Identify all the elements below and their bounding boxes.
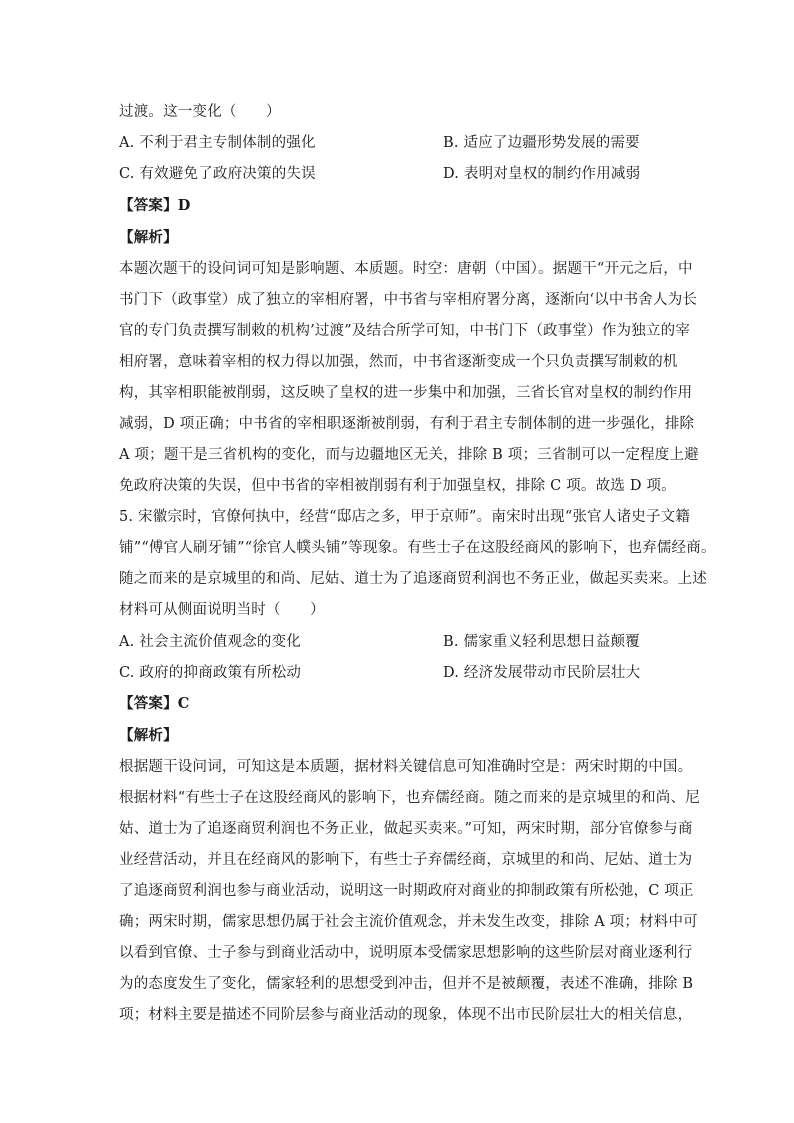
q5-analysis-line: 了追逐商贸利润也参与商业活动，说明这一时期政府对商业的抑制政策有所松弛，C 项正 [119, 883, 694, 899]
q5-stem-line: 铺”“傅官人刷牙铺”“徐官人幞头铺”等现象。有些士子在这股经商风的影响下，也弃儒经商。 [119, 540, 716, 556]
q4-analysis-line: 官的专门负责撰写制敕的机构’过渡”及结合所学可知，中书门下（政事堂）作为独立的宰 [119, 323, 691, 339]
q5-answer: 【答案】C [119, 695, 190, 712]
q4-stem-tail: 过渡。这一变化（ ） [119, 104, 281, 120]
q5-analysis-line: 确；两宋时期，儒家思想仍属于社会主流价值观念，并未发生改变，排除 A 项；材料中可 [119, 914, 698, 930]
q5-option-c: C. 政府的抑商政策有所松动 [119, 665, 302, 681]
q4-analysis-line: 相府署，意味着宰相的权力得以加强，然而，中书省逐渐变成一个只负责撰写制敕的机 [119, 354, 678, 370]
q5-analysis-line: 根据题干设问词，可知这是本质题，据材料关键信息可知准确时空是：两宋时期的中国。 [119, 759, 693, 775]
q5-option-d: D. 经济发展带动市民阶层壮大 [443, 665, 641, 681]
q5-analysis-line: 业经营活动，并且在经商风的影响下，有些士子弃儒经商，京城里的和尚、尼姑、道士为 [119, 852, 693, 868]
q4-answer: 【答案】D [119, 197, 191, 214]
q4-option-a: A. 不利于君主专制体制的强化 [119, 135, 316, 151]
q4-option-d: D. 表明对皇权的制约作用减弱 [443, 166, 641, 182]
q5-analysis-line: 姑、道士为了追逐商贸利润也不务正业，做起买卖来。”可知，两宋时期，部分官僚参与商 [119, 821, 693, 837]
q5-analysis-line: 根据材料“有些士子在这股经商风的影响下，也弃儒经商。随之而来的是京城里的和尚、尼 [119, 790, 700, 806]
q4-option-c: C. 有效避免了政府决策的失误 [119, 166, 316, 182]
q4-analysis-label: 【解析】 [119, 229, 178, 246]
q4-analysis-line: 构，其宰相职能被削弱，这反映了皇权的进一步集中和加强，三省长官对皇权的制约作用 [119, 385, 693, 401]
q5-analysis-line: 为的态度发生了变化，儒家轻利的思想受到冲击，但并不是被颠覆，表述不准确，排除 B [119, 976, 694, 992]
q4-analysis-line: A 项；题干是三省机构的变化，而与边疆地区无关，排除 B 项；三省制可以一定程度上避 [119, 447, 699, 463]
q4-analysis-line: 书门下（政事堂）成了独立的宰相府署，中书省与宰相府署分离，逐渐向‘以中书舍人为长 [119, 292, 698, 308]
q5-stem-line: 5. 宋徽宗时，官僚何执中，经营“邸店之多，甲于京师”。南宋时出现“张官人诸史子文籍 [119, 509, 691, 525]
q4-analysis-line: 免政府决策的失误，但中书省的宰相被削弱有利于加强皇权，排除 C 项。故选 D 项。 [119, 478, 676, 494]
q5-analysis-label: 【解析】 [119, 727, 178, 744]
q4-option-b: B. 适应了边疆形势发展的需要 [443, 135, 640, 151]
q5-analysis-line: 以看到官僚、士子参与到商业活动中，说明原本受儒家思想影响的这些阶层对商业逐利行 [119, 945, 693, 961]
q5-stem-line: 材料可从侧面说明当时（ ） [119, 602, 325, 618]
q5-analysis-line: 项；材料主要是描述不同阶层参与商业活动的现象，体现不出市民阶层壮大的相关信息， [119, 1007, 693, 1023]
q4-analysis-line: 减弱，D 项正确；中书省的宰相职逐渐被削弱，有利于君主专制体制的进一步强化，排除 [119, 416, 695, 432]
q5-option-a: A. 社会主流价值观念的变化 [119, 634, 301, 650]
q4-analysis-line: 本题次题干的设问词可知是影响题、本质题。时空：唐朝（中国）。据题干“开元之后，中 [119, 261, 693, 277]
q5-option-b: B. 儒家重义轻利思想日益颠覆 [443, 634, 640, 650]
q5-stem-line: 随之而来的是京城里的和尚、尼姑、道士为了追逐商贸利润也不务正业，做起买卖来。上述 [119, 571, 707, 587]
